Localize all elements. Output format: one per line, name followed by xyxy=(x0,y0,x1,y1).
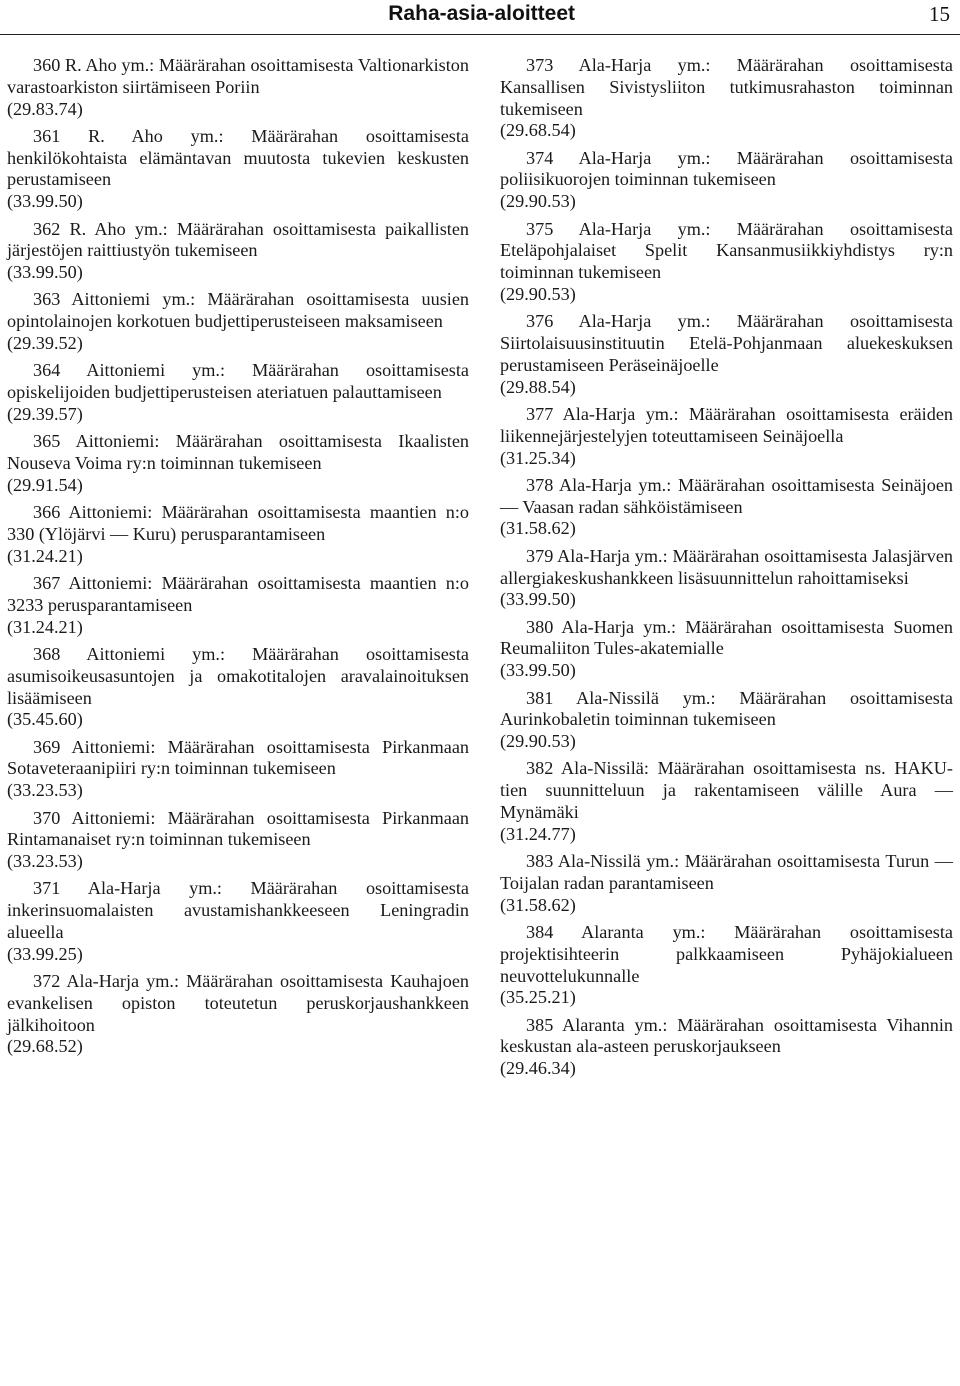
motion-entry xyxy=(7,55,469,120)
motion-entry xyxy=(500,851,953,916)
budget-reference: (31.58.62) xyxy=(500,518,576,539)
motion-text: 362 R. Aho ym.: Määrärahan osoittamisesta paikallisten järjestöjen raittiustyön tukemiseen xyxy=(7,218,469,261)
motion-entry xyxy=(7,808,469,873)
motion-text: 367 Aittoniemi: Määrärahan osoittamisesta maantien n:o 3233 perusparantamiseen xyxy=(7,573,469,615)
page-number: 15 xyxy=(929,2,950,26)
budget-reference: (33.23.53) xyxy=(7,851,83,872)
motion-entry xyxy=(7,360,469,425)
motion-entry xyxy=(7,737,469,802)
motion-entry xyxy=(500,219,953,306)
motion-text: 374 Ala-Harja ym.: Määrärahan osoittamisesta poliisikuorojen toiminnan tukemiseen xyxy=(500,147,953,190)
budget-reference: (31.24.21) xyxy=(7,545,83,566)
motion-text: 372 Ala-Harja ym.: Määrärahan osoittamisesta Kauhajoen evankelisen opiston toteutetun peruskorjaushankkeen jälkihoitoon xyxy=(7,971,469,1035)
motion-text: 382 Ala-Nissilä: Määrärahan osoittamisesta ns. HAKU-tien suunnitteluun ja rakentamiseen välille Aura — Mynämäki xyxy=(500,758,953,822)
motion-entry xyxy=(500,311,953,398)
motion-text: 365 Aittoniemi: Määrärahan osoittamisesta Ikaalisten Nouseva Voima ry:n toiminnan tukemiseen xyxy=(7,431,469,474)
budget-reference: (35.45.60) xyxy=(7,709,83,730)
motion-text: 373 Ala-Harja ym.: Määrärahan osoittamisesta Kansallisen Sivistysliiton tutkimusrahaston toiminnan tukemiseen xyxy=(500,55,953,119)
motion-text: 383 Ala-Nissilä ym.: Määrärahan osoittamisesta Turun — Toijalan radan parantamiseen xyxy=(500,851,953,893)
budget-reference: (33.99.50) xyxy=(500,660,576,681)
budget-reference: (31.24.21) xyxy=(7,616,83,637)
motion-text: 368 Aittoniemi ym.: Määrärahan osoittamisesta asumisoikeusasuntojen ja omakotitalojen aravalainoituksen lisäämiseen xyxy=(7,643,469,708)
budget-reference: (35.25.21) xyxy=(500,987,576,1008)
motion-text: 384 Alaranta ym.: Määrärahan osoittamisesta projektisihteerin palkkaamiseen Pyhäjokialueen neuvottelukunnalle xyxy=(500,921,953,986)
budget-reference: (33.99.25) xyxy=(7,943,83,964)
budget-reference: (29.68.52) xyxy=(7,1036,83,1057)
motion-text: 385 Alaranta ym.: Määrärahan osoittamisesta Vihannin keskustan ala-asteen peruskorjaukseen xyxy=(500,1014,953,1057)
budget-reference: (33.99.50) xyxy=(500,589,576,610)
motion-entry xyxy=(7,431,469,496)
motion-text: 378 Ala-Harja ym.: Määrärahan osoittamisesta Seinäjoen — Vaasan radan sähköistämiseen xyxy=(500,474,953,517)
budget-reference: (31.25.34) xyxy=(500,447,576,468)
motion-text: 381 Ala-Nissilä ym.: Määrärahan osoittamisesta Aurinkobaletin toiminnan tukemiseen xyxy=(500,687,953,730)
budget-reference: (29.46.34) xyxy=(500,1058,576,1079)
budget-reference: (33.99.50) xyxy=(7,191,83,212)
motion-entry xyxy=(7,971,469,1058)
budget-reference: (29.68.54) xyxy=(500,120,576,141)
motion-entry xyxy=(500,758,953,845)
motion-entry xyxy=(500,404,953,469)
budget-reference: (29.83.74) xyxy=(7,98,83,119)
motion-entry xyxy=(7,126,469,213)
budget-reference: (29.90.53) xyxy=(500,283,576,304)
motion-text: 369 Aittoniemi: Määrärahan osoittamisesta Pirkanmaan Sotaveteraanipiiri ry:n toiminnan tukemiseen xyxy=(7,736,469,779)
motion-text: 360 R. Aho ym.: Määrärahan osoittamisesta Valtionarkiston varastoarkiston siirtämiseen Poriin xyxy=(7,55,469,97)
motion-text: 377 Ala-Harja ym.: Määrärahan osoittamisesta eräiden liikennejärjestelyjen toteuttamiseen Seinäjoella xyxy=(500,403,953,446)
budget-reference: (29.88.54) xyxy=(500,376,576,397)
motion-entry xyxy=(500,617,953,682)
running-title: Raha-asia-aloitteet xyxy=(388,2,575,25)
budget-reference: (29.39.57) xyxy=(7,403,83,424)
motion-text: 380 Ala-Harja ym.: Määrärahan osoittamisesta Suomen Reumaliiton Tules-akatemialle xyxy=(500,616,953,659)
budget-reference: (31.24.77) xyxy=(500,823,576,844)
motion-text: 366 Aittoniemi: Määrärahan osoittamisesta maantien n:o 330 (Ylöjärvi — Kuru) perusparantamiseen xyxy=(7,502,469,544)
motion-text: 379 Ala-Harja ym.: Määrärahan osoittamisesta Jalasjärven allergiakeskushankkeen lisäsuunnittelun rahoittamiseksi xyxy=(500,545,953,588)
budget-reference: (29.90.53) xyxy=(500,191,576,212)
motion-entry xyxy=(500,55,953,142)
budget-reference: (31.58.62) xyxy=(500,894,576,915)
motion-text: 375 Ala-Harja ym.: Määrärahan osoittamisesta Eteläpohjalaiset Spelit Kansanmusiikkiyhdistys ry:n toiminnan tukemiseen xyxy=(500,218,953,283)
motion-entry xyxy=(7,289,469,354)
motion-entry xyxy=(7,573,469,638)
motion-text: 364 Aittoniemi ym.: Määrärahan osoittamisesta opiskelijoiden budjettiperusteisen ateriatuen palauttamiseen xyxy=(7,360,469,403)
motion-entry xyxy=(500,148,953,213)
budget-reference: (29.39.52) xyxy=(7,333,83,354)
motion-entry xyxy=(7,878,469,965)
budget-reference: (33.23.53) xyxy=(7,780,83,801)
budget-reference: (33.99.50) xyxy=(7,262,83,283)
motion-text: 361 R. Aho ym.: Määrärahan osoittamisesta henkilökohtaista elämäntavan muutosta tukevien keskusten perustamiseen xyxy=(7,125,469,190)
motion-text: 376 Ala-Harja ym.: Määrärahan osoittamisesta Siirtolaisuusinstituutin Etelä-Pohjanmaan aluekeskuksen perustamiseen Peräseinäjoelle xyxy=(500,311,953,375)
budget-reference: (29.91.54) xyxy=(7,474,83,495)
motion-entry xyxy=(500,1015,953,1080)
motion-entry xyxy=(500,546,953,611)
motion-entry xyxy=(500,922,953,1009)
motion-text: 371 Ala-Harja ym.: Määrärahan osoittamisesta inkerinsuomalaisten avustamishankkeeseen Leningradin alueella xyxy=(7,878,469,942)
budget-reference: (29.90.53) xyxy=(500,731,576,752)
header-rule xyxy=(0,34,960,35)
motion-text: 363 Aittoniemi ym.: Määrärahan osoittamisesta uusien opintolainojen korkotuen budjettiperusteiseen maksamiseen xyxy=(7,289,469,332)
motion-entry xyxy=(7,219,469,284)
motion-entry xyxy=(500,475,953,540)
motion-entry xyxy=(500,688,953,753)
motion-text: 370 Aittoniemi: Määrärahan osoittamisesta Pirkanmaan Rintamanaiset ry:n toiminnan tukemiseen xyxy=(7,807,469,850)
motion-entry xyxy=(7,644,469,731)
motion-entry xyxy=(7,502,469,567)
right-column xyxy=(500,55,953,1086)
page-header xyxy=(0,0,960,30)
left-column xyxy=(7,55,469,1064)
